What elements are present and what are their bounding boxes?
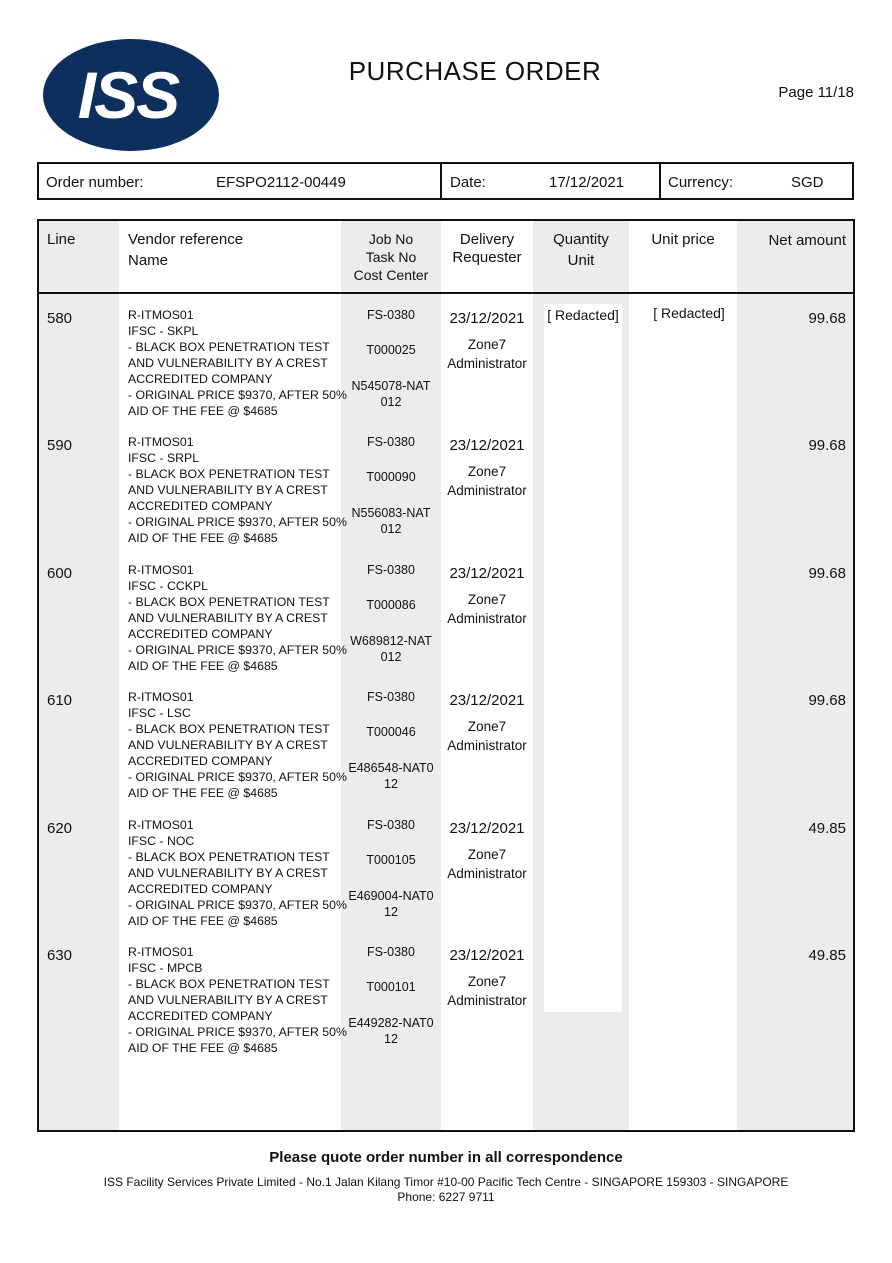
vendor-line: IFSC - CCKPL xyxy=(128,579,208,593)
company-address xyxy=(0,1175,892,1205)
requester-line: Zone7 xyxy=(467,337,507,352)
requester xyxy=(441,717,533,755)
table-row xyxy=(39,944,853,1071)
vendor-line: - BLACK BOX PENETRATION TEST xyxy=(128,595,330,609)
info-divider xyxy=(440,164,442,198)
vendor-line: ACCREDITED COMPANY xyxy=(128,372,273,386)
vendor-line: - ORIGINAL PRICE $9370, AFTER 50% xyxy=(128,515,347,529)
table-row xyxy=(39,817,853,944)
vendor-line: R-ITMOS01 xyxy=(128,563,194,577)
vendor-line: IFSC - MPCB xyxy=(128,961,203,975)
header-delivery: Delivery xyxy=(459,231,515,248)
delivery-date: 23/12/2021 xyxy=(449,820,525,837)
net-amount: 99.68 xyxy=(808,565,846,582)
vendor-line: AID OF THE FEE @ $4685 xyxy=(128,1041,278,1055)
line-number: 600 xyxy=(47,565,73,582)
vendor-line: - ORIGINAL PRICE $9370, AFTER 50% xyxy=(128,898,347,912)
vendor-line: AID OF THE FEE @ $4685 xyxy=(128,914,278,928)
vendor-line: - BLACK BOX PENETRATION TEST xyxy=(128,340,330,354)
date-value: 17/12/2021 xyxy=(549,174,625,191)
net-amount: 99.68 xyxy=(808,692,846,709)
vendor-line: R-ITMOS01 xyxy=(128,308,194,322)
table-row xyxy=(39,307,853,434)
header-quantity: Quantity xyxy=(553,231,609,248)
task-number: T000105 xyxy=(366,853,416,867)
vendor-line: - BLACK BOX PENETRATION TEST xyxy=(128,977,330,991)
quote-notice: Please quote order number in all correspondence xyxy=(269,1149,623,1166)
net-amount: 49.85 xyxy=(808,947,846,964)
currency-label: Currency: xyxy=(668,174,734,191)
requester-line: Administrator xyxy=(447,993,527,1008)
header-divider xyxy=(39,292,853,294)
redacted-quantity: [ Redacted] xyxy=(547,307,619,323)
header-name: Name xyxy=(128,252,169,269)
requester xyxy=(441,845,533,883)
vendor-line: - ORIGINAL PRICE $9370, AFTER 50% xyxy=(128,770,347,784)
job-number: FS-0380 xyxy=(367,690,415,704)
table-row xyxy=(39,434,853,561)
task-number: T000090 xyxy=(366,470,416,484)
order-info-box xyxy=(37,162,854,200)
job-number: FS-0380 xyxy=(367,308,415,322)
vendor-line: R-ITMOS01 xyxy=(128,690,194,704)
vendor-line: IFSC - SRPL xyxy=(128,451,200,465)
header-net-amount: Net amount xyxy=(768,232,846,249)
requester-line: Administrator xyxy=(447,483,527,498)
vendor-line: AID OF THE FEE @ $4685 xyxy=(128,531,278,545)
vendor-description xyxy=(128,944,348,1056)
header-cost-center: Cost Center xyxy=(353,267,429,283)
vendor-line: AID OF THE FEE @ $4685 xyxy=(128,786,278,800)
requester-line: Zone7 xyxy=(467,464,507,479)
requester-line: Administrator xyxy=(447,611,527,626)
vendor-line: - ORIGINAL PRICE $9370, AFTER 50% xyxy=(128,388,347,402)
cost-center-cont: 012 xyxy=(380,395,402,409)
vendor-line: - BLACK BOX PENETRATION TEST xyxy=(128,850,330,864)
vendor-line: AND VULNERABILITY BY A CREST xyxy=(128,483,328,497)
header-job-no: Job No xyxy=(368,231,414,247)
vendor-line: - BLACK BOX PENETRATION TEST xyxy=(128,722,330,736)
requester-line: Zone7 xyxy=(467,592,507,607)
cost-center-cont: 12 xyxy=(384,777,398,791)
header-unit: Unit xyxy=(567,252,595,269)
header-task-no: Task No xyxy=(365,249,417,265)
vendor-line: AID OF THE FEE @ $4685 xyxy=(128,659,278,673)
cost-center: N545078-NAT xyxy=(351,379,431,393)
job-number: FS-0380 xyxy=(367,435,415,449)
cost-center: N556083-NAT xyxy=(351,506,431,520)
requester xyxy=(441,462,533,500)
document-title: PURCHASE ORDER xyxy=(348,56,602,86)
vendor-line: - ORIGINAL PRICE $9370, AFTER 50% xyxy=(128,643,347,657)
requester-line: Administrator xyxy=(447,738,527,753)
page-number: Page 11/18 xyxy=(778,84,854,101)
vendor-line: ACCREDITED COMPANY xyxy=(128,754,273,768)
vendor-description xyxy=(128,434,348,546)
vendor-line: IFSC - LSC xyxy=(128,706,191,720)
delivery-date: 23/12/2021 xyxy=(449,437,525,454)
task-number: T000025 xyxy=(366,343,416,357)
vendor-line: - ORIGINAL PRICE $9370, AFTER 50% xyxy=(128,1025,347,1039)
order-lines-table xyxy=(37,219,855,1132)
requester-line: Zone7 xyxy=(467,974,507,989)
line-number: 590 xyxy=(47,437,73,454)
vendor-line: R-ITMOS01 xyxy=(128,435,194,449)
logo-text: ISS xyxy=(77,58,179,132)
phone-line: Phone: 6227 9711 xyxy=(397,1190,495,1204)
vendor-description xyxy=(128,689,348,801)
delivery-date: 23/12/2021 xyxy=(449,692,525,709)
job-number: FS-0380 xyxy=(367,818,415,832)
delivery-date: 23/12/2021 xyxy=(449,947,525,964)
net-amount: 99.68 xyxy=(808,437,846,454)
vendor-line: AND VULNERABILITY BY A CREST xyxy=(128,611,328,625)
vendor-line: AND VULNERABILITY BY A CREST xyxy=(128,993,328,1007)
vendor-line: R-ITMOS01 xyxy=(128,945,194,959)
requester-line: Zone7 xyxy=(467,719,507,734)
requester-line: Zone7 xyxy=(467,847,507,862)
vendor-line: AND VULNERABILITY BY A CREST xyxy=(128,866,328,880)
info-divider xyxy=(659,164,661,198)
order-number-value: EFSPO2112-00449 xyxy=(216,174,346,191)
header-requester: Requester xyxy=(452,249,522,266)
cost-center: E486548-NAT0 xyxy=(348,761,434,775)
table-row xyxy=(39,562,853,689)
cost-center-cont: 012 xyxy=(380,650,402,664)
order-number-label: Order number: xyxy=(46,174,144,191)
vendor-line: AID OF THE FEE @ $4685 xyxy=(128,404,278,418)
vendor-description xyxy=(128,562,348,674)
vendor-line: IFSC - NOC xyxy=(128,834,195,848)
cost-center: W689812-NAT xyxy=(350,634,432,648)
task-number: T000086 xyxy=(366,598,416,612)
net-amount: 99.68 xyxy=(808,310,846,327)
requester-line: Administrator xyxy=(447,866,527,881)
line-number: 580 xyxy=(47,310,73,327)
delivery-date: 23/12/2021 xyxy=(449,565,525,582)
cost-center: E469004-NAT0 xyxy=(348,889,434,903)
vendor-description xyxy=(128,817,348,929)
job-number: FS-0380 xyxy=(367,945,415,959)
line-number: 620 xyxy=(47,820,73,837)
iss-logo xyxy=(42,38,220,152)
requester xyxy=(441,590,533,628)
vendor-line: ACCREDITED COMPANY xyxy=(128,627,273,641)
vendor-description xyxy=(128,307,348,419)
table-row xyxy=(39,689,853,816)
line-number: 630 xyxy=(47,947,73,964)
address-line: ISS Facility Services Private Limited - No.1 Jalan Kilang Timor #10-00 Pacific Tech Centre - SINGAPORE 159303 - SINGAPORE xyxy=(103,1175,789,1189)
vendor-line: AND VULNERABILITY BY A CREST xyxy=(128,738,328,752)
vendor-line: ACCREDITED COMPANY xyxy=(128,1009,273,1023)
requester-line: Administrator xyxy=(447,356,527,371)
header-line: Line xyxy=(47,231,76,248)
requester xyxy=(441,335,533,373)
date-label: Date: xyxy=(450,174,486,191)
cost-center: E449282-NAT0 xyxy=(348,1016,434,1030)
job-number: FS-0380 xyxy=(367,563,415,577)
vendor-line: IFSC - SKPL xyxy=(128,324,199,338)
net-amount: 49.85 xyxy=(808,820,846,837)
requester xyxy=(441,972,533,1010)
header-unit-price: Unit price xyxy=(651,231,715,248)
redacted-unit-price: [ Redacted] xyxy=(653,305,725,321)
vendor-line: ACCREDITED COMPANY xyxy=(128,882,273,896)
cost-center-cont: 012 xyxy=(380,522,402,536)
currency-value: SGD xyxy=(791,174,824,191)
task-number: T000101 xyxy=(366,980,416,994)
cost-center-cont: 12 xyxy=(384,1032,398,1046)
line-number: 610 xyxy=(47,692,73,709)
vendor-line: - BLACK BOX PENETRATION TEST xyxy=(128,467,330,481)
delivery-date: 23/12/2021 xyxy=(449,310,525,327)
vendor-line: AND VULNERABILITY BY A CREST xyxy=(128,356,328,370)
vendor-line: ACCREDITED COMPANY xyxy=(128,499,273,513)
vendor-line: R-ITMOS01 xyxy=(128,818,194,832)
header-vendor-reference: Vendor reference xyxy=(128,231,244,248)
cost-center-cont: 12 xyxy=(384,905,398,919)
task-number: T000046 xyxy=(366,725,416,739)
